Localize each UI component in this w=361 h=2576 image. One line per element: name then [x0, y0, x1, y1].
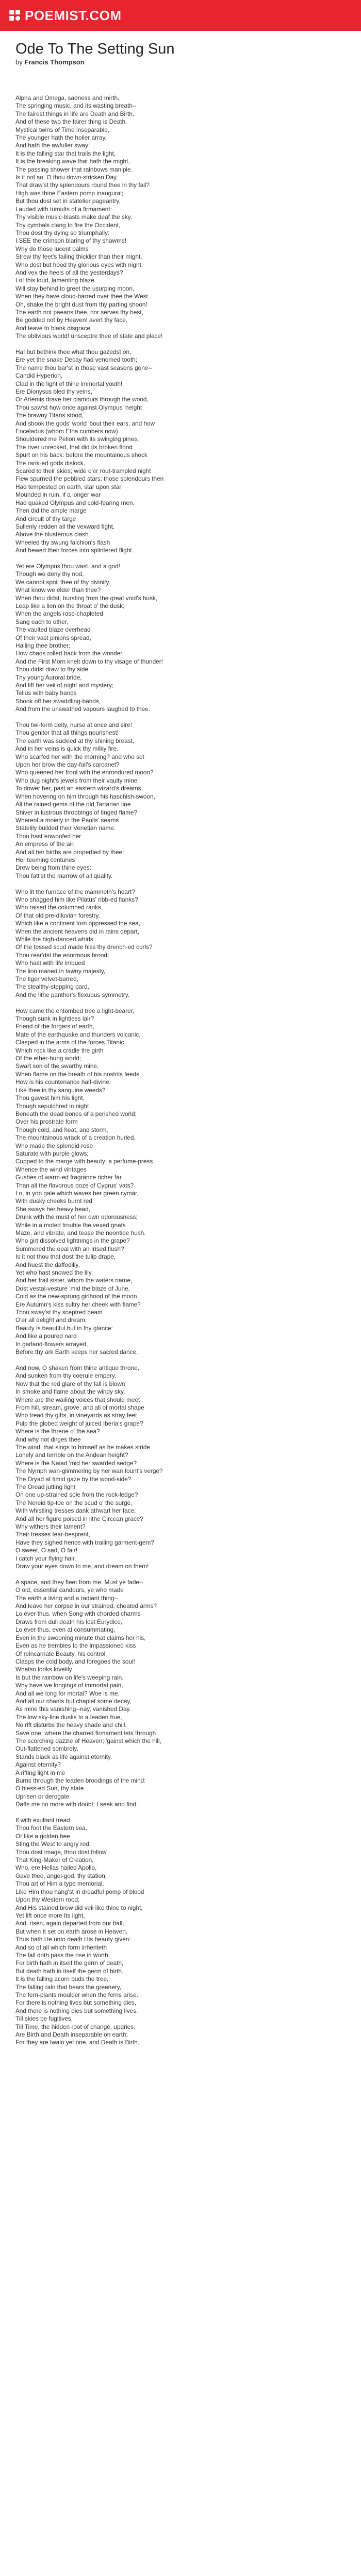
poem-stanza: [15, 888, 346, 999]
poem-line: Is it not so, O thou down-stricken Day,: [15, 174, 118, 181]
poem-line: Who raised the columned ranks: [15, 904, 101, 911]
poem-line: Thou sway'st thy sceptred beam: [15, 1309, 103, 1316]
poem-line: Who tread thy gifts, in vineyards as stray feet: [15, 1412, 137, 1419]
poem-line: Be godded not by Heaven! avert thy face,: [15, 316, 128, 324]
poem-line: On one up-strained sole from the rock-ledge?: [15, 1491, 138, 1499]
poem-line: Their tresses tear-besprent,: [15, 1531, 90, 1538]
poem-line: Thy visible music-blasts make deaf the sky,: [15, 213, 132, 221]
poem-line: Against eternity?: [15, 1761, 61, 1769]
poem-line: Oh, shake the bright dust from thy parting shoon!: [15, 300, 147, 308]
poem-line: Uprisen or derogate: [15, 1792, 70, 1800]
poem-line: Thou foot the Eastern sea,: [15, 1824, 88, 1832]
poem-stanza: [15, 1364, 346, 1571]
poem-line: How came the entombed tree a light-bearer,: [15, 1007, 135, 1014]
poem-line: Or Artemis drave her clamours through the wood,: [15, 396, 149, 403]
poem-line: Sang each to other,: [15, 618, 69, 625]
poem-line: For they are twain yet one, and Death is Birth.: [15, 2039, 139, 2046]
poem-line: The earth not paeans thee, nor serves thy hest,: [15, 308, 143, 316]
poem-line: High was thine Eastern pomp inaugural;: [15, 189, 124, 197]
poem-line: Candid Hyperion,: [15, 372, 63, 380]
poem-line: Above the blusterous clash: [15, 531, 89, 538]
poem-line: Saturate with purple glows;: [15, 1149, 89, 1157]
poem-line: Are Birth and Death inseparable on earth;: [15, 2031, 128, 2038]
poem-line: Who scarfed her with the morning? and who set: [15, 753, 144, 760]
poem-line: Lo! this loud, lamenting blaze: [15, 277, 94, 284]
poem-line: And circuit of thy targe: [15, 515, 76, 522]
poem-line: Even in the swooning minute that claims her his,: [15, 1634, 146, 1641]
poem-line: All the rained gems of the old Tartarian line: [15, 801, 131, 808]
poem-line: Gave thee, angel-god, thy station;: [15, 1872, 107, 1879]
poem-line: And shook the gods' world 'bout their ears, and how: [15, 419, 155, 427]
poem-line: Shiver in lustrous throbbings of tinged flame?: [15, 808, 138, 816]
poem-line: The name thou bar'st in those vast seasons gone--: [15, 364, 153, 371]
poem-line: And leave her corpse in our strained, cheated arms?: [15, 1602, 157, 1610]
poem-line: The fall doth pass the rise in worth;: [15, 1951, 110, 1959]
poem-line: To dower her, past an eastern wizard's dreams,: [15, 785, 143, 792]
poem-line: Cold as the new-sprung girlhood of the moon: [15, 1293, 137, 1300]
poem-line: That King-Maker of Creation,: [15, 1856, 94, 1864]
poem-line: Draw your eyes down to me, and dream on them!: [15, 1563, 149, 1570]
poem-line: An empress of the air,: [15, 840, 75, 848]
poem-line: The river unrecked, that did its broken flood: [15, 443, 133, 451]
poem-line: Clasps the cold body, and foregoes the soul!: [15, 1657, 135, 1665]
poem-line: Who made the splendid rose: [15, 1142, 93, 1149]
poem-byline: [15, 58, 346, 66]
poem-line: Thou twi-form deity, nurse at once and sire!: [15, 721, 132, 729]
poem-line: The fairest things in life are Death and Birth,: [15, 110, 135, 117]
poem-line: The falling rain that bears the greenery,: [15, 1983, 122, 1991]
poem-line: Where is the threne o' the sea?: [15, 1428, 100, 1435]
poem-line: Stands black as life against eternity.: [15, 1753, 112, 1760]
poem-line: While the high-danced whirls: [15, 936, 93, 943]
poem-line: But when It set on earth arose in Heaven.: [15, 1927, 128, 1935]
poem-line: Drunk with the must of her own odorousness;: [15, 1213, 138, 1221]
poem-line: Or like a golden bee: [15, 1832, 70, 1840]
poem-line: Thus hath He unto death His beauty given:: [15, 1936, 131, 1943]
poem-line: When thou didst, bursting from the great void's husk,: [15, 594, 158, 602]
poem-stanza: [15, 563, 346, 714]
poem-line: Thou genitor that all things nourishest!: [15, 729, 119, 737]
poem-line: And huest the daffodilly,: [15, 1261, 80, 1268]
poem-line: It is the breaking wave that hath the might,: [15, 158, 130, 165]
site-header: [0, 0, 361, 31]
poem-line: Who, ere Hellas hailed Apollo,: [15, 1864, 97, 1872]
poem-line: We cannot spoil thee of thy divinity.: [15, 578, 110, 586]
poem-line: Why do those lucent palms: [15, 245, 89, 252]
poem-line: Alpha and Omega, sadness and mirth,: [15, 94, 120, 101]
poem-stanza: [15, 1007, 346, 1357]
poem-line: The lion maned in tawny majesty,: [15, 967, 106, 975]
poem-line: The tiger velvet-barred,: [15, 975, 78, 983]
poem-line: Enceladus (whom Etna cumbers now): [15, 428, 118, 435]
poem-line: Who girt dissolved lightnings in the grape?: [15, 1237, 130, 1245]
poem-line: A space, and they fleet from me. Must ye fade--: [15, 1578, 143, 1586]
poem-line: Than all the flavorous ooze of Cyprus' vats?: [15, 1181, 134, 1189]
poem-line: If with exultant tread: [15, 1817, 70, 1824]
poem-line: Hailing thee brother;: [15, 642, 71, 649]
poem-line: Sting the West to angry red,: [15, 1840, 91, 1848]
poem-line: Sullenly redden all the vexward fight,: [15, 522, 115, 530]
poem-line: Save one, where the charred firmament lets through: [15, 1729, 156, 1737]
poem-line: Mounded in ruin, if a longer war: [15, 491, 101, 499]
poem-stanza: [15, 94, 346, 341]
poem-line: A rifting light in me: [15, 1769, 65, 1776]
poem-line: Yet lift once more Its light,: [15, 1911, 85, 1919]
poem-line: The brawny Titans stood,: [15, 412, 84, 419]
poem-line: Is but the rainbow on life's weeping rain.: [15, 1673, 124, 1681]
poem-line: The earth a living and a radiant thing--: [15, 1594, 119, 1602]
poem-line: Till skies be fugitives,: [15, 2015, 73, 2023]
poem-line: Clad in the light of thine immortal youth!: [15, 380, 123, 387]
poem-line: Thou hast enwoofed her: [15, 832, 81, 840]
poem-line: Then did the ample marge: [15, 507, 87, 515]
poem-line: I catch your flying hair,: [15, 1554, 76, 1562]
poem-line: And like a poured nard: [15, 1332, 77, 1340]
poem-line: In garland-flowers arrayed,: [15, 1340, 88, 1348]
poem-line: Summered the opal with an Irised flush?: [15, 1245, 124, 1252]
poem-line: Out-flattened sombrely,: [15, 1745, 78, 1753]
poem-line: When the ancient heavens did in rains depart,: [15, 927, 140, 935]
poemist-logo-icon: [9, 10, 21, 21]
poem-line: Of their vast pinions spread,: [15, 634, 91, 641]
poem-line: Of the tossed scud made hiss thy drench-ed curls?: [15, 943, 153, 951]
poem-line: The vaulted blaze overhead: [15, 626, 91, 634]
poem-line: Her teeming centuries: [15, 856, 75, 863]
poem-line: As mine this vanishing--nay, vanished Day.: [15, 1705, 131, 1713]
poem-author[interactable]: Francis Thompson: [24, 58, 85, 66]
poem-line: And all her births are propertied by thee:: [15, 848, 124, 856]
poem-line: Till Time, the hidden root of change, updries,: [15, 2023, 136, 2030]
poem-line: Lo, in yon gale which waves her green cymar,: [15, 1189, 139, 1197]
poem-line: Who lit the furnace of the mammoth's heart?: [15, 888, 135, 895]
poem-line: Leap like a lion on the throat o' the dusk;: [15, 602, 125, 609]
poem-line: O old, essential candours, ye who made: [15, 1586, 124, 1594]
poem-line: Cupped to the marge with beauty; a perfume-press: [15, 1158, 153, 1165]
poem-line: The mountainous wrack of a creation hurled.: [15, 1134, 136, 1142]
poem-line: Thou dost image, thou dost follow: [15, 1848, 107, 1856]
poem-line: Yet who hast snowed the lily,: [15, 1269, 93, 1277]
poem-line: When the angels rose-chapleted: [15, 610, 103, 618]
poem-line: Tellus with baby hands: [15, 689, 77, 697]
poem-line: Burns through the leaden broodings of the mind:: [15, 1777, 146, 1785]
poem-line: When hovering on him through his haschish-swoon,: [15, 792, 155, 800]
poem-line: Spurt on his back: before the mountainous shock: [15, 451, 147, 459]
poem-line: That draw'st thy splendours round thee in thy fall?: [15, 181, 150, 189]
poem-line: Yet ere Olympus thou wast, and a god!: [15, 562, 120, 570]
poem-line: The stealthy-stepping pard,: [15, 983, 89, 991]
poem-line: And sunken from thy coerule empery,: [15, 1372, 117, 1380]
poem-line: I SEE the crimson blaring of thy shawms!: [15, 237, 127, 245]
poem-line: And all her figure poised in lithe Circean grace?: [15, 1515, 143, 1522]
poem-line: O sweet, O sad, O fair!: [15, 1547, 77, 1554]
poem-line: And the lithe panther's flexuous symmetry.: [15, 991, 130, 998]
poem-line: Thy young Auroral bride,: [15, 673, 82, 681]
poem-line: Beneath the dead bones of a perished world;: [15, 1110, 137, 1117]
poem-line: Who dug night's jewels from their vaulty mine: [15, 776, 138, 784]
poem-line: And all our chants but chaplet some decay,: [15, 1697, 132, 1705]
poem-line: Whereof a moiety in the Paolis' seams: [15, 816, 119, 824]
poem-line: Shouldered me Pelion with its swinging pines,: [15, 435, 139, 443]
poem-line: Lo ever thus, even at consummating,: [15, 1626, 116, 1634]
poem-line: Though we deny thy nod,: [15, 570, 84, 578]
poem-line: Upon thy Western rood;: [15, 1896, 80, 1904]
poem-line: Maze, and vibrate, and tease the noontide hush.: [15, 1229, 146, 1237]
poem-line: In smoke and flame about the windy sky,: [15, 1388, 125, 1396]
poem-line: Which like a continent torn oppressed the sea,: [15, 920, 140, 927]
poem-line: Why withers their lament?: [15, 1523, 86, 1531]
poem-line: She sways her heavy head,: [15, 1205, 90, 1213]
poem-body: [15, 94, 346, 2047]
poem-line: Ere Dionysus bled thy veins,: [15, 388, 92, 396]
poem-line: It is the falling star that trails the light,: [15, 149, 116, 157]
poem-line: The scorching dazzle of Heaven; 'gainst which the hill,: [15, 1737, 161, 1744]
poem-line: No rift disturbs the heavy shade and chill,: [15, 1721, 127, 1729]
poem-line: The Nereid tip-toe on the scud o' the surge,: [15, 1499, 133, 1506]
poem-line: Why have we longings of immortal pain,: [15, 1682, 123, 1689]
poem-line: Who queened her front with the enrondured moon?: [15, 769, 154, 776]
poem-line: Thou fatt'st the marrow of all quality.: [15, 872, 113, 879]
poem-line: Whence the wind vintages: [15, 1165, 87, 1173]
poem-line: And His stained brow did veil like thine to night,: [15, 1904, 143, 1911]
poem-line: And hewed their forces into splintered flight.: [15, 547, 134, 554]
poem-line: Statelily builded their Venetian name.: [15, 824, 116, 832]
poem-line: But death hath in itself the germ of birth.: [15, 1967, 124, 1975]
poem-line: While in a moted trouble the vexed gnats: [15, 1221, 126, 1229]
poem-line: And so of all which form inheriteth: [15, 1943, 107, 1951]
poem-line: The Nymph wan-glimmering by her wan fount's verge?: [15, 1467, 163, 1475]
poem-line: Before thy ark Earth keeps her sacred dance.: [15, 1348, 138, 1356]
poem-line: With dusky cheeks burnt red: [15, 1197, 92, 1205]
poem-line: Whatso looks lovelily: [15, 1666, 72, 1673]
poem-stanza: [15, 721, 346, 880]
poem-line: Where are the wailing voices that should meet: [15, 1396, 140, 1403]
poem-line: Ere Autumn's kiss sultry her cheek with flame?: [15, 1300, 141, 1308]
poem-line: Scared to their skies; wide o'er rout-trampled night: [15, 467, 151, 475]
site-logo[interactable]: [9, 8, 122, 24]
poem-line: And from the unswathed vapours laughed to thee.: [15, 705, 151, 713]
poem-line: Had quaked Olympus and cold-fearing men.: [15, 499, 135, 506]
poem-line: The Dryad at timid gaze by the wood-side?: [15, 1475, 132, 1483]
poem-line: When they have cloud-barred over thee the West.: [15, 293, 150, 300]
poem-line: Who shagged him like Pilatus' ribb-ed flanks?: [15, 895, 138, 903]
poem-line: Mystical twins of Time inseparable,: [15, 126, 110, 133]
poem-line: Like Him thou hang'st in dreadful pomp of blood: [15, 1888, 144, 1895]
poem-line: How chaos rolled back from the wonder,: [15, 650, 124, 657]
poem-line: And her frail sister, whom the waters name,: [15, 1277, 133, 1284]
poem-line: And the First Morn knelt down to thy visage of thunder!: [15, 657, 163, 665]
poem-line: Dost vestal-vesture 'mid the blaze of June,: [15, 1284, 130, 1292]
poem-line: The younger hath the holier array,: [15, 134, 107, 142]
poem-line: When flame on the breath of his nostrils feeds: [15, 1070, 139, 1078]
poem-line: Flew spurned the pebbled stars: those splendours then: [15, 475, 164, 483]
poem-line: Strew thy feet's failing thicklier than their might,: [15, 253, 142, 261]
poem-line: Of that old pre-diluvian forestry,: [15, 911, 100, 919]
poem-line: O'er all delight and dream,: [15, 1316, 87, 1324]
poem-line: And hath the awfuller sway:: [15, 142, 90, 149]
poem-line: Which rock like a cradle the girth: [15, 1046, 104, 1054]
poem-line: Thou art of Him a type memorial.: [15, 1880, 104, 1888]
poem-line: From hill, stream, grove, and all of mortal shape: [15, 1403, 144, 1411]
poem-line: Swart son of the swarthy mine,: [15, 1062, 99, 1070]
poem-line: It is the falling acorn buds the tree,: [15, 1975, 109, 1983]
poem-line: Over his prostrate form: [15, 1118, 78, 1126]
poem-line: Lo ever thus, when Song with chorded charms: [15, 1610, 141, 1618]
poem-line: Ha! but bethink thee what thou gazedst on,: [15, 348, 132, 355]
poem-line: With whistling tresses dank athwart her face,: [15, 1507, 136, 1515]
poem-line: But thou dost set in statelier pageantry,: [15, 197, 121, 205]
poem-line: Draws from dull death his lost Eurydice,: [15, 1618, 123, 1625]
poem-line: The passing shower that rainbows maniple.: [15, 165, 133, 173]
poem-line: For there is nothing lives but something dies,: [15, 1999, 137, 2007]
poem-line: Ere yet the snake Decay had venomed tooth;: [15, 356, 138, 364]
poem-line: And of these two the fairer thing is Death.: [15, 118, 127, 126]
poem-line: And why not dirges thee: [15, 1435, 81, 1443]
poem-line: The fern-plants moulder when the ferns arise.: [15, 1991, 139, 1998]
poem-line: Will stay behind to greet the usurping moon,: [15, 284, 135, 292]
poem-line: Thou rear'dst the enormous brood;: [15, 951, 109, 959]
poem-line: The wind, that sings to himself as he makes stride: [15, 1443, 150, 1451]
poem-line: The Oread jutting light: [15, 1483, 76, 1490]
poem-line: The low sky-line dusks to a leaden hue,: [15, 1713, 122, 1721]
poem-line: Of reincarnate Beauty, his control: [15, 1650, 106, 1657]
poem-line: Now that the red glare of thy fall is blown: [15, 1380, 125, 1387]
poem-line: Thou saw'st how once against Olympus' height: [15, 403, 142, 411]
poem-line: The oblivious world! unsceptre thee of state and place!: [15, 332, 163, 340]
poem-line: Clasped in the arms of the forces Titanic: [15, 1039, 124, 1046]
poem-line: Shook off her swaddling-bands,: [15, 697, 101, 705]
poem-line: Mate of the earthquake and thunders volcanic,: [15, 1030, 141, 1038]
poem-line: Even as he trembles to the impassioned kiss: [15, 1642, 136, 1650]
poem-line: Though cold, and heat, and storm,: [15, 1126, 108, 1133]
poem-line: Thou dost thy dying so triumphally:: [15, 229, 110, 236]
poem-line: Drew being from thine eyes:: [15, 864, 91, 872]
poem-line: Thou didst draw to thy side: [15, 666, 88, 673]
poem-stanza: [15, 1817, 346, 2047]
poem-line: And in her veins is quick thy milky fire.: [15, 745, 119, 753]
poem-line: And all we long for mortal? Woe is me,: [15, 1689, 120, 1697]
poem-line: Where is the Naiad 'mid her swarded sedge?: [15, 1459, 137, 1467]
poem-line: And there is nothing dies but something lives.: [15, 2007, 138, 2014]
poem-line: How is his countenance half-divine,: [15, 1078, 111, 1086]
poem-line: The springing music, and its wasting breath--: [15, 102, 137, 110]
poem-line: Who dost but hood thy glorious eyes with night,: [15, 261, 143, 268]
poem-line: And, risen, again departed from our ball,: [15, 1920, 124, 1927]
logo-text: POEMIST.COM: [25, 7, 122, 23]
poem-line: Thou gavest him his light,: [15, 1094, 85, 1102]
poem-line: Dafts me no more with doubt; I seek and find.: [15, 1801, 138, 1808]
poem-line: Wheeled thy swung falchion's flash: [15, 538, 110, 546]
poem-line: What know we elder than thee?: [15, 586, 101, 594]
poem-line: And lift her veil of night and mystery;: [15, 682, 114, 689]
poem-line: Had tempested on earth, star upon star: [15, 483, 122, 490]
poem-line: Pulp the globed weight of juiced Iberia's grape?: [15, 1419, 143, 1427]
poem-line: Gushes of warm-ed fragrance richer far: [15, 1174, 122, 1181]
poem-line: Is it not thou that dost the tulip drape,: [15, 1253, 116, 1261]
poem-line: Beauty is beautiful but in thy glance:: [15, 1324, 113, 1332]
poem-stanza: [15, 1579, 346, 1809]
poem-line: Lonely and terrible on the Andean height?: [15, 1451, 128, 1459]
poem-line: O bless-ed Sun, thy state: [15, 1785, 84, 1792]
poem-line: Though sunk in lightless lair?: [15, 1015, 94, 1023]
poem-line: And vex the heels of all the yesterdays?: [15, 268, 123, 276]
poem-line: And leave to blank disgrace: [15, 324, 90, 332]
poem-line: Have they sighed hence with trailing garment-gem?: [15, 1538, 154, 1546]
poem-line: And now, O shaken from thine antique throne,: [15, 1364, 140, 1371]
poem-line: For birth hath in itself the germ of death,: [15, 1959, 124, 1967]
poem-stanza: [15, 348, 346, 555]
poem-line: Upon her brow the day-fall's carcanet?: [15, 761, 120, 769]
poem-line: The rank-ed gods dislock,: [15, 459, 86, 467]
poem-content: [0, 31, 361, 2047]
poem-line: Though sepulchred in night: [15, 1102, 89, 1110]
poem-line: Friend of the forgers of earth,: [15, 1023, 94, 1030]
by-label: by: [15, 58, 23, 66]
poem-line: Of the ether-hung world;: [15, 1055, 81, 1062]
poem-line: Thy cymbals clang to fire the Occident,: [15, 221, 121, 229]
poem-title: Ode To The Setting Sun: [15, 41, 175, 57]
poem-line: Lauded with tumults of a firmament:: [15, 205, 112, 213]
poem-line: Like thee in thy sanguine weeds?: [15, 1086, 106, 1094]
poem-line: Who hast with life imbued: [15, 959, 85, 967]
poem-line: The earth was suckled at thy shining breast,: [15, 737, 135, 744]
